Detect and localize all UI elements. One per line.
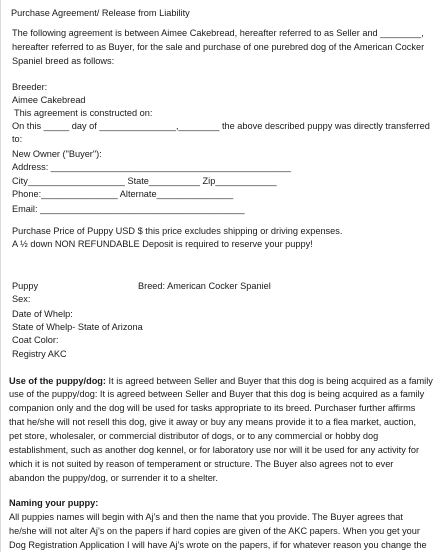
document-title: Purchase Agreement/ Release from Liability [11, 8, 190, 18]
naming-line-3: Dog Registration Application I will have Aj’s wrote on the papers, if for whatever reason you change the [9, 540, 427, 550]
registry-line: Registry AKC [12, 349, 67, 359]
city-state-zip-line: City___________________ State__________ Zip____________ [12, 176, 277, 186]
use-line-2: use of the puppy/dog: It is agreed between Seller and Buyer that this dog is being acquired as a family [9, 389, 425, 399]
new-owner-label: New Owner ("Buyer"): [12, 149, 102, 159]
whelp-date-label: Date of Whelp: [12, 309, 73, 319]
naming-heading: Naming your puppy: [9, 498, 99, 508]
sex-label: Sex: [12, 294, 31, 304]
use-line-6: establishment, such as another dog kennel, or for laboratory use nor will it be used for any activity for [9, 445, 420, 455]
use-line-3: companion only and the dog will be used for tasks appropriate to its breed. Purchaser further affirms [9, 403, 416, 413]
use-line-8: abandon the puppy/dog, or surrender it to a shelter. [9, 473, 218, 483]
use-line-4: that he/she will not resell this dog, give it away or buy any means provide it to a flea market, auction, [9, 417, 417, 427]
constructed-on-line: This agreement is constructed on: [14, 108, 153, 118]
breeder-label: Breeder: [12, 82, 48, 92]
naming-line-1: All puppies names will begin with Aj’s and then the name that you provide. The Buyer agrees that [9, 512, 403, 522]
intro-line-2: hereafter referred to as Buyer, for the sale and purchase of one purebred dog of the American Cocker [12, 42, 425, 52]
naming-line-2: he/she will not alter Aj’s on the papers if hard copies are given of the AKC papers. When you get your [9, 526, 420, 536]
purchase-price-line: Purchase Price of Puppy USD $ this price excludes shipping or driving expenses. [12, 226, 343, 236]
transfer-date-line: On this _____ day of _______________,________ the above described puppy was directly transferred [12, 121, 430, 131]
intro-line-3: Spaniel breed as follows: [12, 56, 115, 66]
phone-line: Phone:_______________ Alternate_______________ [12, 189, 234, 199]
whelp-state-line: State of Whelp- State of Arizona [12, 322, 143, 332]
use-heading: Use of the puppy/dog: [9, 376, 106, 386]
address-line: Address: _______________________________________________ [12, 162, 291, 172]
email-line: Email: ________________________________________ [12, 204, 245, 214]
transfer-to-label: to: [12, 134, 23, 144]
use-line-7: which it is not suited by reason of temperament or structure. The Buyer also agrees not to ever [9, 459, 394, 469]
use-line-5: pet store, wholesaler, or commercial distributor of dogs, or to any commercial or hobby dog [9, 431, 379, 441]
breed-line: Breed: American Cocker Spaniel [138, 281, 271, 291]
breeder-name: Aimee Cakebread [12, 95, 86, 105]
coat-color-label: Coat Color: [12, 335, 59, 345]
deposit-line: A ½ down NON REFUNDABLE Deposit is required to reserve your puppy! [12, 239, 313, 249]
use-line-1-text: It is agreed between Seller and Buyer that this dog is being acquired as a family [105, 376, 433, 386]
puppy-label: Puppy [12, 281, 39, 291]
use-section-line-1 [9, 375, 433, 387]
intro-line-1: The following agreement is between Aimee Cakebread, hereafter referred to as Seller and ________, [12, 28, 424, 38]
